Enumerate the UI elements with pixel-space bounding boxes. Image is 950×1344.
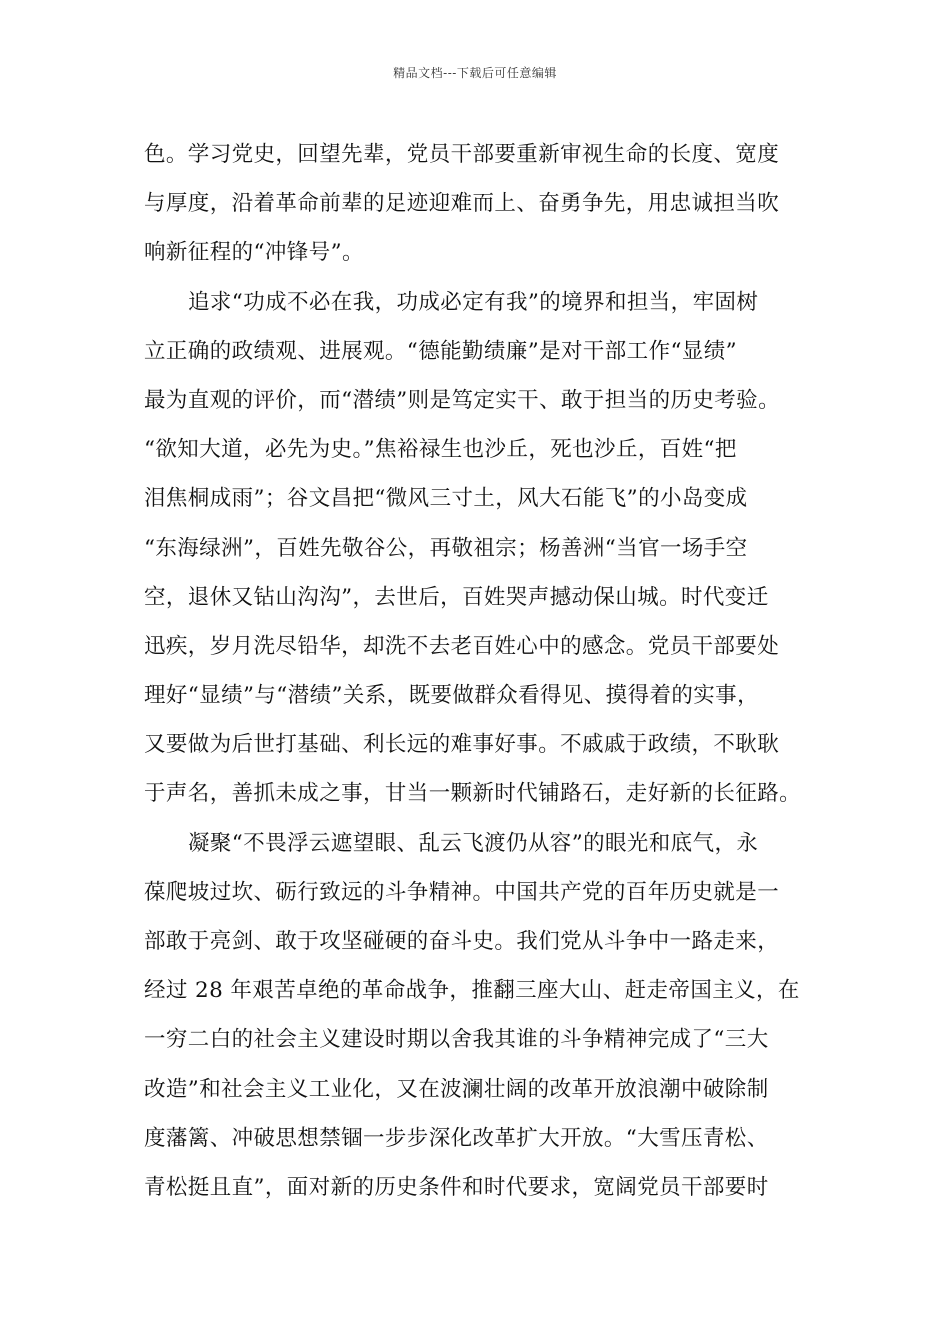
text-line: 与厚度，沿着革命前辈的足迹迎难而上、奋勇争先，用忠诚担当吹 (144, 191, 780, 217)
text-line: 理好“显绩”与“潜绩”关系，既要做群众看得见、摸得着的实事， (144, 683, 759, 709)
body-text (144, 130, 820, 1212)
text-line: 立正确的政绩观、进展观。“德能勤绩廉”是对干部工作“显绩” (144, 338, 738, 364)
text-line: 迅疾，岁月洗尽铅华，却洗不去老百姓心中的感念。党员干部要处 (144, 633, 780, 659)
text-line: 空，退休又钻山沟沟”，去世后，百姓哭声撼动保山城。时代变迁 (144, 584, 769, 610)
text-line: 泪焦桐成雨”；谷文昌把“微风三寸土，风大石能飞”的小岛变成 (144, 486, 748, 512)
text-line: 经过 28 年艰苦卓绝的革命战争，推翻三座大山、赶走帝国主义，在 (144, 978, 800, 1004)
text-line: 一穷二白的社会主义建设时期以舍我其谁的斗争精神完成了“三大 (144, 1027, 769, 1053)
paragraph-first-line: 凝聚“不畏浮云遮望眼、乱云飞渡仍从容”的眼光和底气，永 (188, 830, 759, 856)
text-line: 青松挺且直”，面对新的历史条件和时代要求，宽阔党员干部要时 (144, 1174, 769, 1200)
text-line: 葆爬坡过坎、砺行致远的斗争精神。中国共产党的百年历史就是一 (144, 879, 780, 905)
text-line: 部敢于亮剑、敢于攻坚碰硬的奋斗史。我们党从斗争中一路走来， (144, 929, 780, 954)
text-line: 度藩篱、冲破思想禁锢一步步深化改革扩大开放。“大雪压青松、 (144, 1125, 769, 1151)
text-line: “东海绿洲”，百姓先敬谷公，再敬祖宗；杨善洲“当官一场手空 (144, 535, 748, 561)
text-line: 改造”和社会主义工业化，又在波澜壮阔的改革开放浪潮中破除制 (144, 1076, 769, 1102)
page-header: 精品文档---下载后可任意编辑 (393, 66, 557, 80)
text-line: 最为直观的评价，而“潜绩”则是笃定实干、敢于担当的历史考验。 (144, 387, 780, 413)
text-line: 响新征程的“冲锋号”。 (144, 240, 364, 266)
paragraph-first-line: 追求“功成不必在我，功成必定有我”的境界和担当，牢固树 (188, 289, 759, 315)
text-line: “欲知大道，必先为史。”焦裕禄生也沙丘，死也沙丘，百姓“把 (144, 437, 737, 463)
text-line: 色。学习党史，回望先辈，党员干部要重新审视生命的长度、宽度 (144, 142, 780, 167)
text-line: 于声名，善抓未成之事，甘当一颗新时代铺路石，走好新的长征路。 (144, 781, 802, 807)
text-line: 又要做为后世打基础、利长远的难事好事。不戚戚于政绩，不耿耿 (144, 732, 780, 758)
